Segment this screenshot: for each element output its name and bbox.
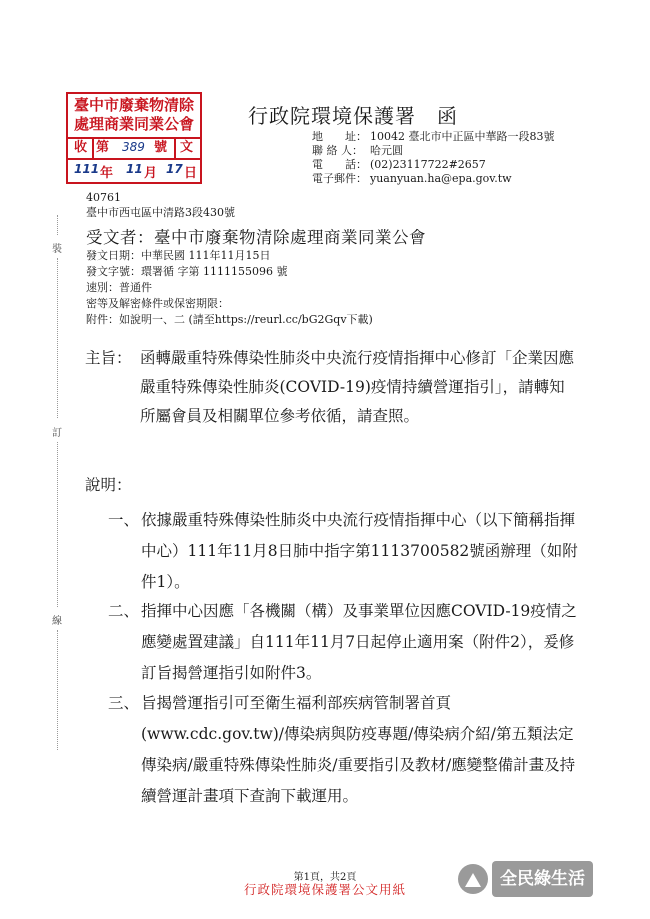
sender-contact-label: 聯 絡 人： xyxy=(312,144,363,157)
binding-mark-top: 裝 xyxy=(52,244,62,255)
subject-label: 主旨： xyxy=(85,349,132,367)
sender-address: 10042 臺北市中正區中華路一段83號 xyxy=(370,130,555,143)
sender-email: yuanyuan.ha@epa.gov.tw xyxy=(370,172,512,185)
recipient-line: 受文者：臺中市廢棄物清除處理商業同業公會 xyxy=(86,228,426,247)
sender-email-label: 電子郵件： xyxy=(312,172,367,185)
item-number: 二、 xyxy=(108,602,140,620)
item-text: 指揮中心因應「各機關（構）及事業單位因應COVID-19疫情之應變處置建議」自111年11月7日起停止適用案（附件2），爰修訂旨揭營運指引如附件3。 xyxy=(141,602,577,682)
stamp-month-char: 月 xyxy=(144,166,158,181)
page-number: 第1頁，共2頁 xyxy=(293,872,357,883)
mountain-logo-icon xyxy=(458,864,488,894)
stamp-received: 收 xyxy=(74,140,88,155)
watermark xyxy=(458,861,608,897)
stamp-day: 17 xyxy=(166,162,183,176)
stamp-number: 389 xyxy=(122,140,145,154)
sender-address-row xyxy=(312,130,555,144)
stamp-year: 111 xyxy=(74,162,100,176)
sender-info xyxy=(312,130,555,186)
stamp-org xyxy=(68,96,200,134)
stamp-doc: 文 xyxy=(180,140,194,155)
item-number: 一、 xyxy=(108,511,140,529)
stamp-month: 11 xyxy=(126,162,143,176)
document-number: 發文字號：環署循 字第 1111155096 號 xyxy=(86,265,288,278)
binding-mark-bottom: 線 xyxy=(52,616,62,627)
item-text: 依據嚴重特殊傳染性肺炎中央流行疫情指揮中心（以下簡稱指揮中心）111年11月8日肺中指字第1113700582號函辦理（如附件1）。 xyxy=(141,511,578,591)
attachments: 附件：如說明一、二 (請至https://reurl.cc/bG2Gqv下載) xyxy=(86,313,373,326)
received-stamp xyxy=(66,92,202,184)
sender-phone: (02)23117722#2657 xyxy=(370,158,486,171)
stamp-no-prefix: 第 xyxy=(96,140,110,155)
recipient-address xyxy=(86,190,235,220)
document-title: 行政院環境保護署 函 xyxy=(248,104,458,128)
item-number: 三、 xyxy=(108,694,140,712)
recipient-postcode: 40761 xyxy=(86,191,121,204)
stamp-year-char: 年 xyxy=(100,166,114,181)
stamp-org-line2: 處理商業同業公會 xyxy=(73,115,194,133)
official-paper-label: 行政院環境保護署公文用紙 xyxy=(243,882,406,897)
document-meta xyxy=(86,248,373,328)
sender-phone-row xyxy=(312,158,555,172)
explanation-item xyxy=(108,688,583,812)
stamp-day-char: 日 xyxy=(184,166,198,181)
watermark-text: 全民綠生活 xyxy=(492,861,593,897)
sender-contact: 哈元圓 xyxy=(370,144,403,157)
sender-phone-label: 電 話： xyxy=(312,158,367,171)
stamp-divider xyxy=(92,138,94,158)
secrecy-level: 密等及解密條件或保密期限： xyxy=(86,297,229,310)
binding-dotted-line xyxy=(57,258,58,418)
explanation-item xyxy=(108,596,583,689)
binding-dotted-line xyxy=(57,630,58,750)
stamp-divider xyxy=(68,158,200,160)
sender-email-row xyxy=(312,172,555,186)
recipient-street: 臺中市西屯區中清路3段430號 xyxy=(86,206,235,219)
binding-dotted-line xyxy=(57,215,58,235)
sender-contact-row xyxy=(312,144,555,158)
sender-address-label: 地 址： xyxy=(312,130,367,143)
stamp-no-suffix: 號 xyxy=(154,140,168,155)
explanation-item xyxy=(108,505,583,598)
issue-date: 發文日期：中華民國 111年11月15日 xyxy=(86,249,271,262)
explanation-label: 說明： xyxy=(85,476,132,494)
binding-mark-middle: 訂 xyxy=(52,428,62,439)
subject-text: 函轉嚴重特殊傳染性肺炎中央流行疫情指揮中心修訂「企業因應嚴重特殊傳染性肺炎(COVID-19)疫情持續營運指引」，請轉知所屬會員及相關單位參考依循，請查照。 xyxy=(140,349,575,425)
stamp-org-line1: 臺中市廢棄物清除 xyxy=(73,96,194,114)
binding-dotted-line xyxy=(57,442,58,607)
stamp-divider xyxy=(174,138,176,158)
item-text: 旨揭營運指引可至衛生福利部疾病管制署首頁(www.cdc.gov.tw)/傳染病與防疫專題/傳染病介紹/第五類法定傳染病/嚴重特殊傳染性肺炎/重要指引及教材/應變整備計畫及持續營運計畫項下查詢下載運用。 xyxy=(141,694,576,805)
delivery-speed: 速別：普通件 xyxy=(86,281,152,294)
